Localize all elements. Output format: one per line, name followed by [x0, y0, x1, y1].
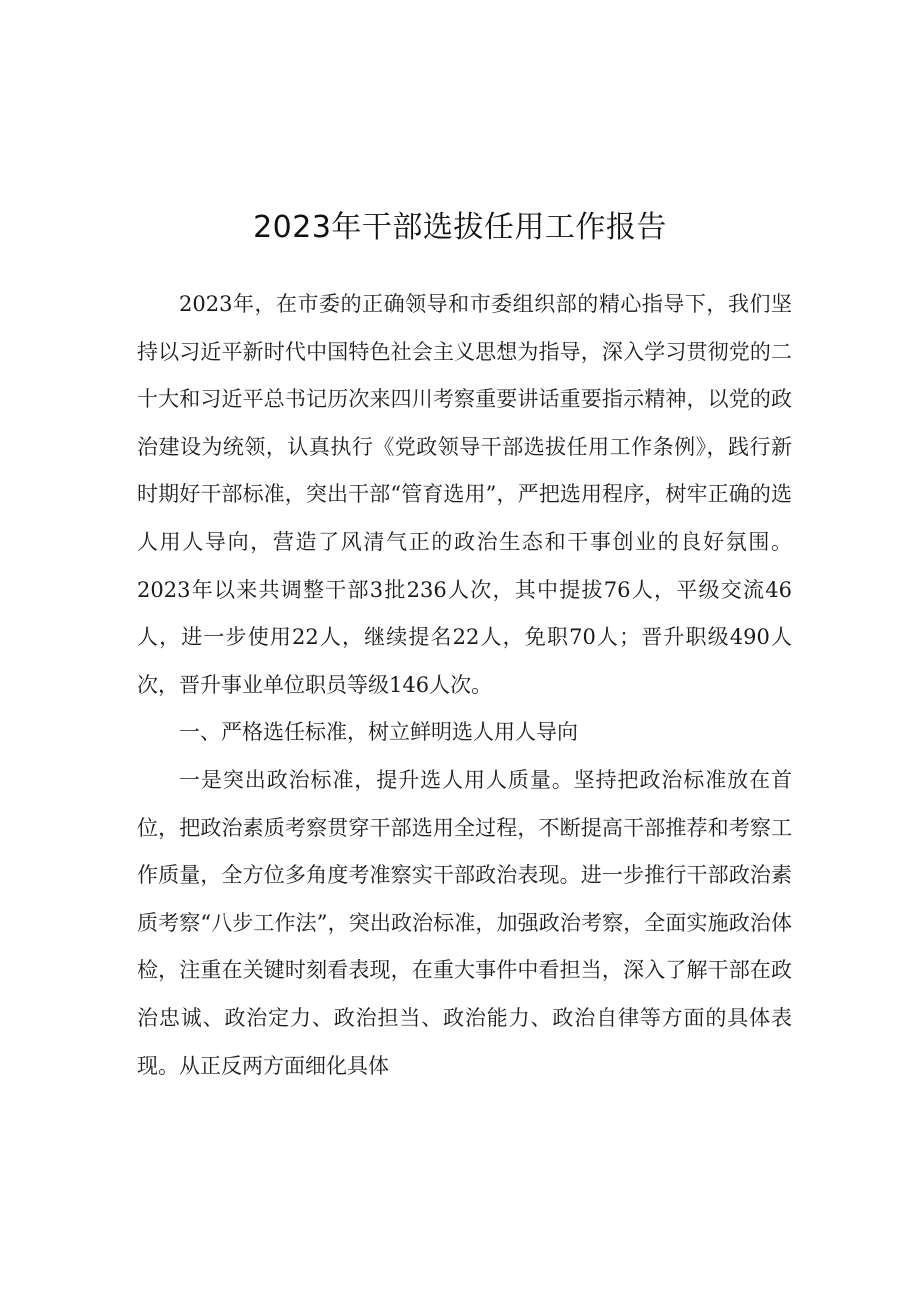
section-1-paragraph: 一是突出政治标准，提升选人用人质量。坚持把政治标准放在首位，把政治素质考察贯穿干部选用全过程，不断提高干部推荐和考察工作质量，全方位多角度考准察实干部政治表现。进一步推行干部政治素质考察“八步工作法”，突出政治标准，加强政治考察，全面实施政治体检，注重在关键时刻看表现，在重大事件中看担当，深入了解干部在政治忠诚、政治定力、政治担当、政治能力、政治自律等方面的具体表现。从正反两方面细化具体 [137, 767, 792, 1078]
section-heading-1: 一、严格选任标准，树立鲜明选人用人导向 [179, 720, 578, 745]
intro-paragraph: 2023年，在市委的正确领导和市委组织部的精心指导下，我们坚持以习近平新时代中国特色社会主义思想为指导，深入学习贯彻党的二十大和习近平总书记历次来四川考察重要讲话重要指示精神，以党的政治建设为统领，认真执行《党政领导干部选拔任用工作条例》，践行新时期好干部标准，突出干部“管育选用”，严把选用程序，树牢正确的选人用人导向，营造了风清气正的政治生态和干事创业的良好氛围。2023年以来共调整干部3批236人次，其中提拔76人，平级交流46人，进一步使用22人，继续提名22人，免职70人；晋升职级490人次，晋升事业单位职员等级146人次。 [137, 292, 792, 697]
document-body [137, 281, 792, 1090]
document-title: 2023年干部选拔任用工作报告 [253, 210, 667, 245]
